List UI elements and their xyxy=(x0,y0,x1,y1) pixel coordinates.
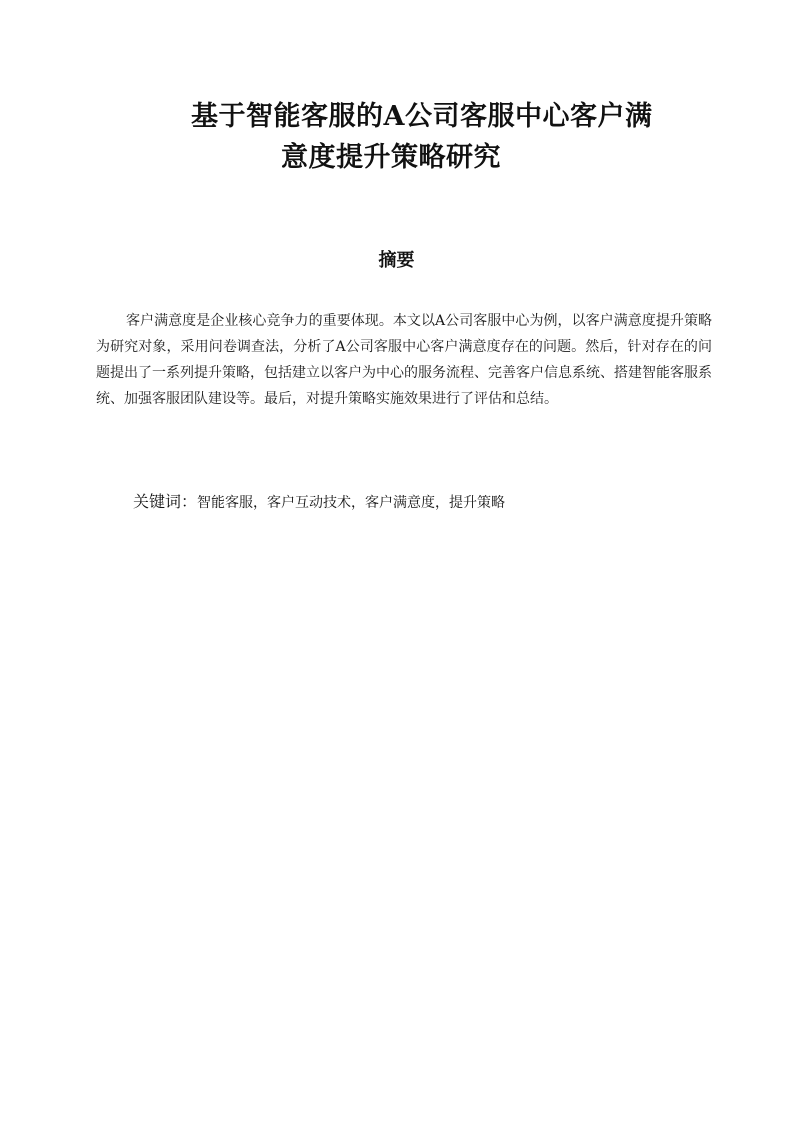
document-title-line-2: 意度提升策略研究 xyxy=(281,142,501,173)
abstract-heading: 摘要 xyxy=(378,250,415,271)
keywords-label: 关键词： xyxy=(133,492,198,511)
document-title-line-1: 基于智能客服的A公司客服中心客户满 xyxy=(191,101,653,132)
keywords-line xyxy=(133,491,505,514)
keywords-text: 智能客服，客户互动技术，客户满意度，提升策略 xyxy=(197,495,506,511)
abstract-body: 客户满意度是企业核心竞争力的重要体现。本文以A公司客服中心为例，以客户满意度提升策略为研究对象，采用问卷调查法，分析了A公司客服中心客户满意度存在的问题。然后，针对存在的问题提出了一系列提升策略，包括建立以客户为中心的服务流程、完善客户信息系统、搭建智能客服系统、加强客服团队建设等。最后，对提升策略实施效果进行了评估和总结。 xyxy=(96,313,712,407)
